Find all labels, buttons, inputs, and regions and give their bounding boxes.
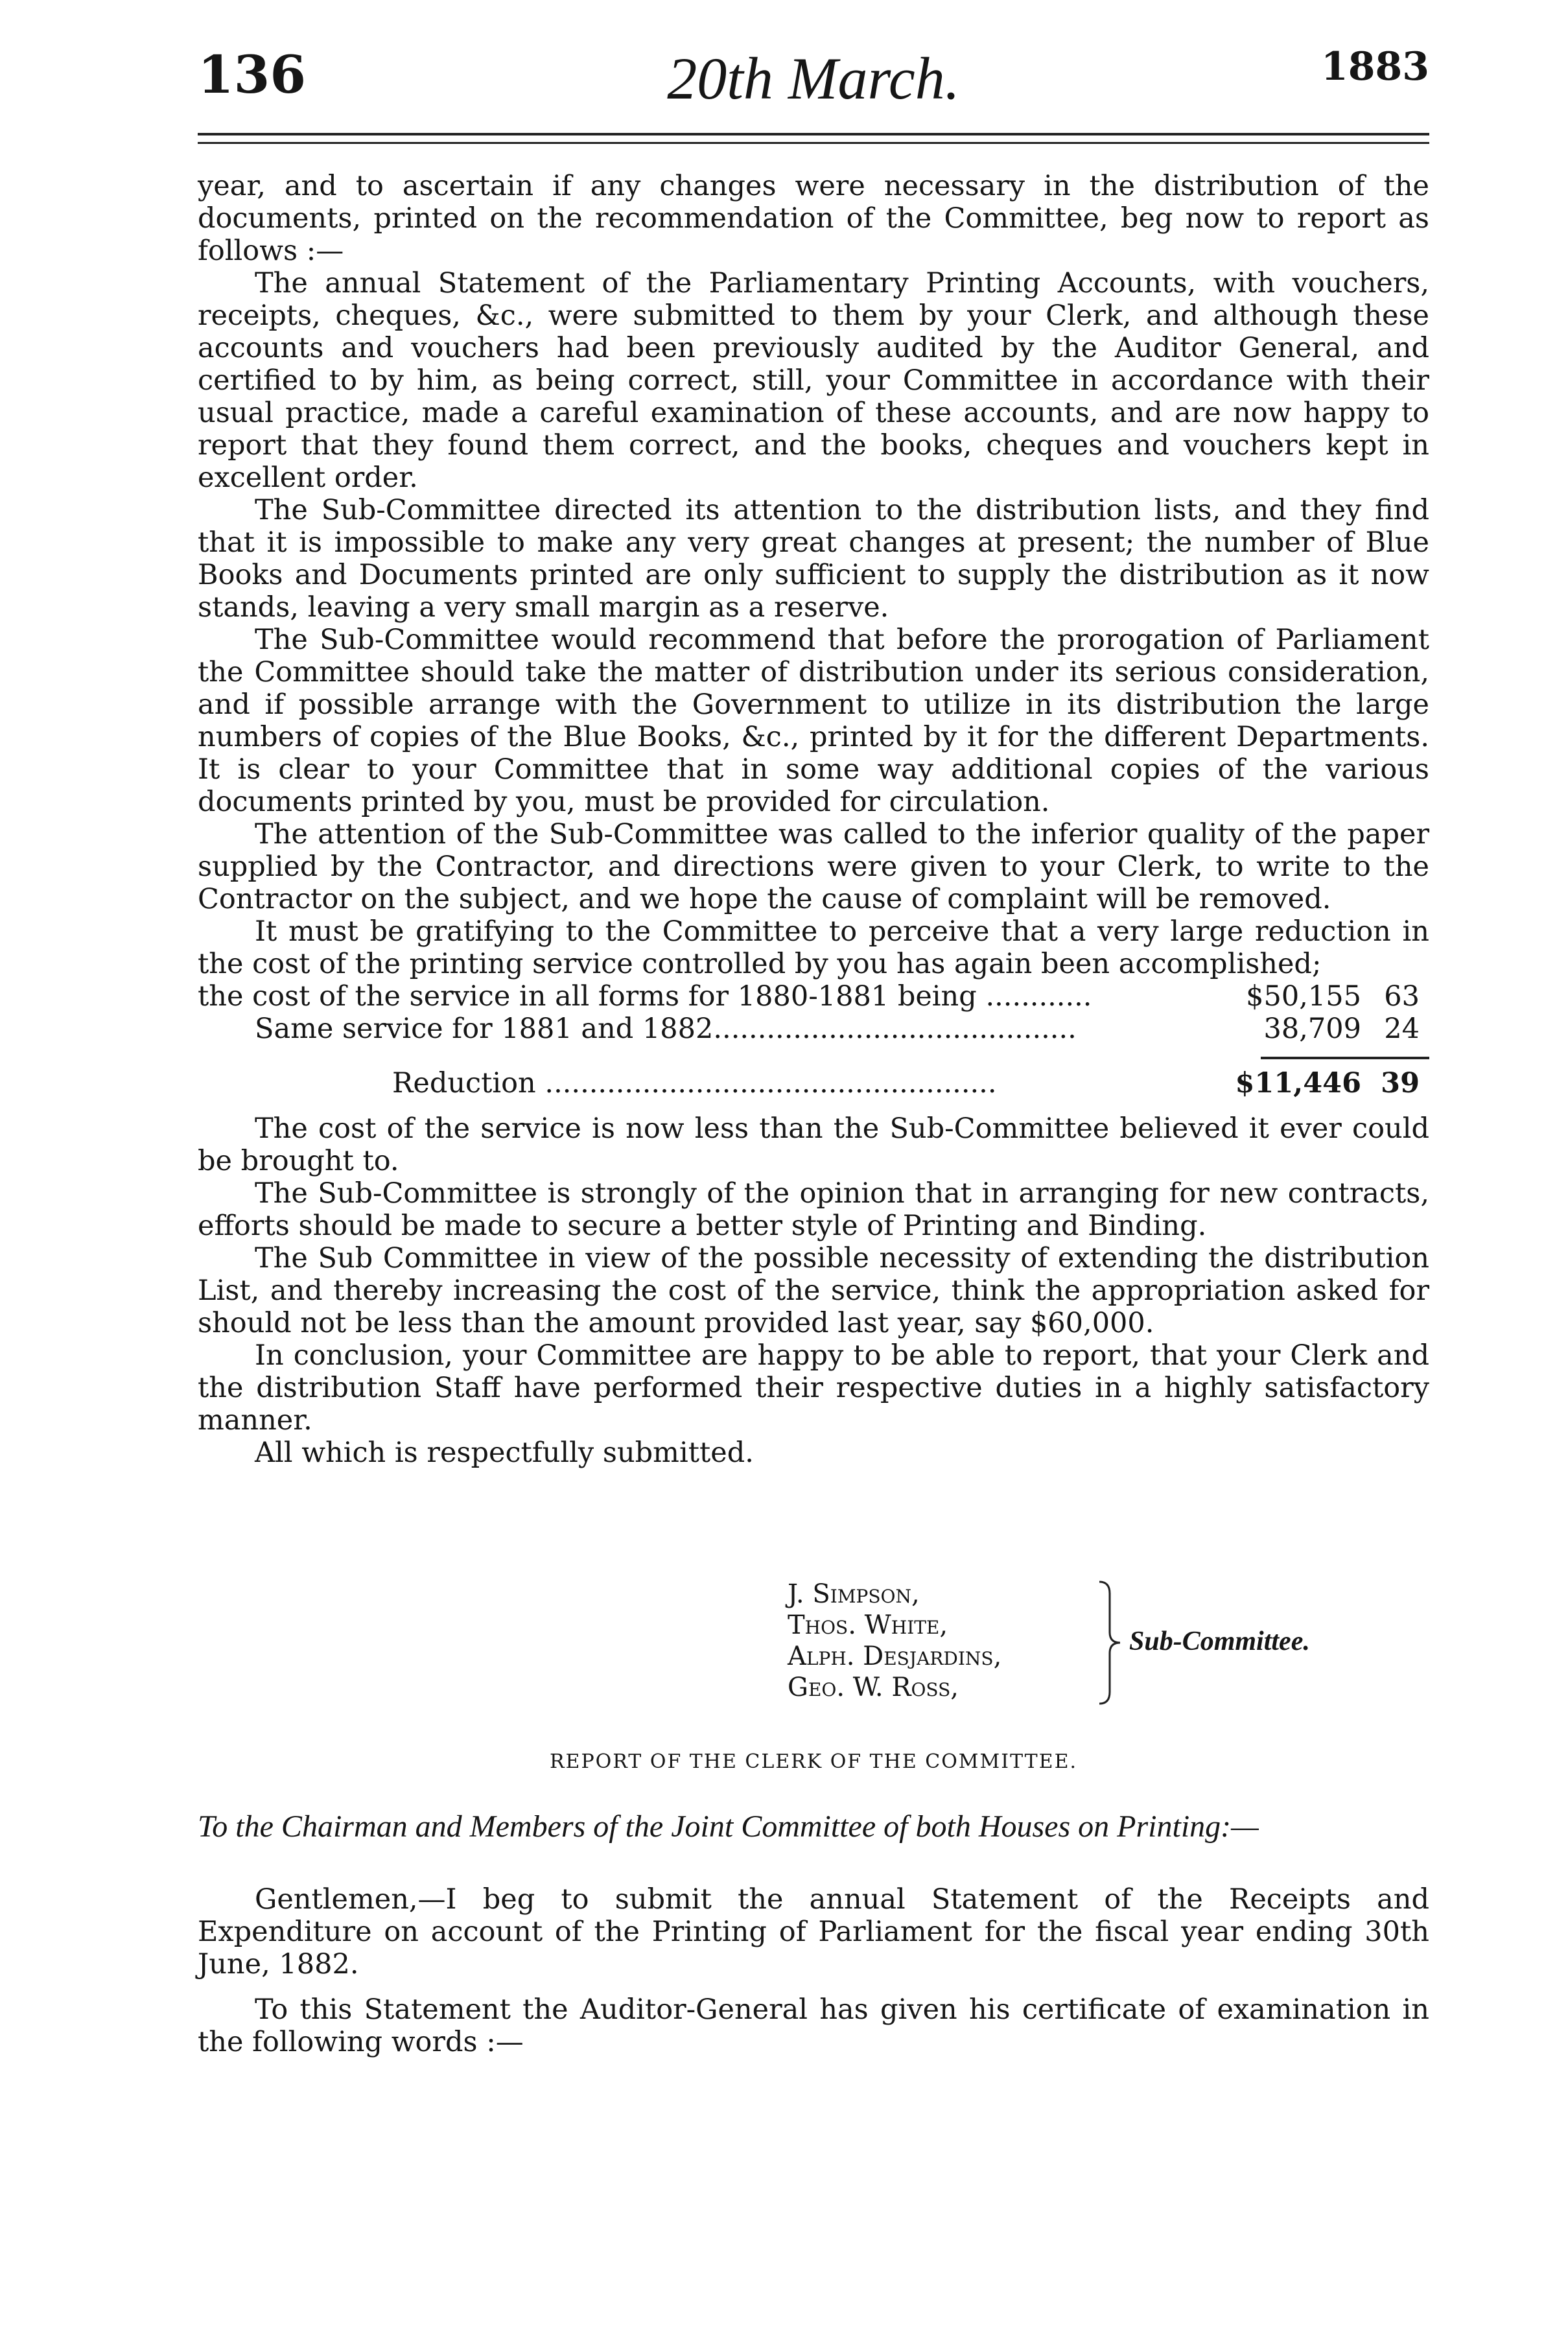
cost-line-1881-1882 <box>198 1013 1429 1045</box>
report-body <box>198 170 1429 1469</box>
paragraph: The annual Statement of the Parliamentary Printing Accounts, with vouchers, receipts, cheques, &c., were submitted to them by your Clerk, and although these accounts and vouchers had been previously audited by the Auditor General, and certified to by him, as being correct, still, your Committee in accordance with their usual practice, made a careful examination of these accounts, and are now happy to report that they found them correct, and the books, cheques and vouchers kept in excellent order. <box>198 267 1429 494</box>
reduction-line <box>198 1067 1429 1112</box>
sum-rule-row <box>198 1045 1429 1067</box>
paragraph: The cost of the service is now less than the Sub-Committee believed it ever could be brought to. <box>198 1112 1429 1177</box>
sum-rule <box>1261 1057 1429 1059</box>
signature-block <box>788 1579 1001 1703</box>
header-rule-secondary <box>198 142 1429 144</box>
clerk-report-body <box>198 1883 1429 2071</box>
paragraph: Gentlemen,—I beg to submit the annual Statement of the Receipts and Expenditure on account of the Printing of Parliament for the fiscal year ending 30th June, 1882. <box>198 1883 1429 1980</box>
paragraph: In conclusion, your Committee are happy to be able to report, that your Clerk and the distribution Staff have performed their respective duties in a highly satisfactory manner. <box>198 1339 1429 1437</box>
paragraph: The Sub-Committee would recommend that before the prorogation of Parliament the Committee should take the matter of distribution under its serious consideration, and if possible arrange with the Government to utilize in its distribution the large numbers of copies of the Blue Books, &c., printed by it for the different Departments. It is clear to your Committee that in some way additional copies of the various documents printed by you, must be provided for circulation. <box>198 624 1429 818</box>
paragraph: The attention of the Sub-Committee was called to the inferior quality of the paper supplied by the Contractor, and directions were given to your Clerk, to write to the Contractor on the subject, and we hope the cause of complaint will be removed. <box>198 818 1429 915</box>
paragraph: To this Statement the Auditor-General has given his certificate of examination in the following words :— <box>198 1993 1429 2058</box>
sub-committee-label: Sub-Committee. <box>1129 1627 1310 1656</box>
reduction-value <box>1222 1067 1429 1099</box>
signatory: Geo. W. Ross, <box>788 1673 959 1702</box>
paragraph: The Sub Committee in view of the possible necessity of extending the distribution List, and thereby increasing the cost of the service, think the appropriation asked for should not be less than the amount provided last year, say $60,000. <box>198 1242 1429 1339</box>
paragraph: The Sub-Committee directed its attention to the distribution lists, and they find that it is impossible to make any very great changes at present; the number of Blue Books and Documents printed are only sufficient to supply the distribution as it now stands, leaving a very small margin as a reserve. <box>198 494 1429 624</box>
cost-line-label: the cost of the service in all forms for 1880-1881 being ............ <box>198 980 1092 1013</box>
signatory: J. Simpson, <box>788 1579 920 1609</box>
amount-dollars: $11,446 <box>1235 1067 1361 1099</box>
paragraph: year, and to ascertain if any changes were necessary in the distribution of the documents, printed on the recommendation of the Committee, beg now to report as follows :— <box>198 170 1429 267</box>
paragraph: The Sub-Committee is strongly of the opinion that in arranging for new contracts, efforts should be made to secure a better style of Printing and Binding. <box>198 1177 1429 1242</box>
paragraph: All which is respectfully submitted. <box>255 1437 754 1469</box>
amount-dollars: $50,155 <box>1246 980 1361 1013</box>
signatory: Alph. Desjardins, <box>788 1641 1002 1671</box>
signatory: Thos. White, <box>788 1610 948 1640</box>
right-brace <box>1097 1580 1123 1705</box>
report-heading: REPORT OF THE CLERK OF THE COMMITTEE. <box>549 1750 1078 1773</box>
page-number: 136 <box>198 44 306 105</box>
reduction-label: Reduction ................................................... <box>392 1067 997 1099</box>
amount-cents: 24 <box>1384 1013 1420 1045</box>
amount-cents: 39 <box>1381 1067 1420 1099</box>
cost-line-1880-1881 <box>198 980 1429 1013</box>
amount-dollars: 38,709 <box>1263 1013 1361 1045</box>
header-rule <box>198 133 1429 135</box>
paragraph: It must be gratifying to the Committee to perceive that a very large reduction in the cost of the printing service controlled by you has again been accomplished; <box>198 915 1429 980</box>
report-salutation: To the Chairman and Members of the Joint Committee of both Houses on Printing:— <box>198 1809 1259 1844</box>
cost-line-value <box>1222 980 1429 1013</box>
page-header <box>198 44 1429 122</box>
cost-line-value <box>1222 1013 1429 1045</box>
page-header-title: 20th March. <box>667 45 960 112</box>
page-header-year: 1883 <box>1321 44 1429 89</box>
amount-cents: 63 <box>1384 980 1420 1013</box>
cost-line-label: Same service for 1881 and 1882......................................... <box>255 1013 1077 1045</box>
